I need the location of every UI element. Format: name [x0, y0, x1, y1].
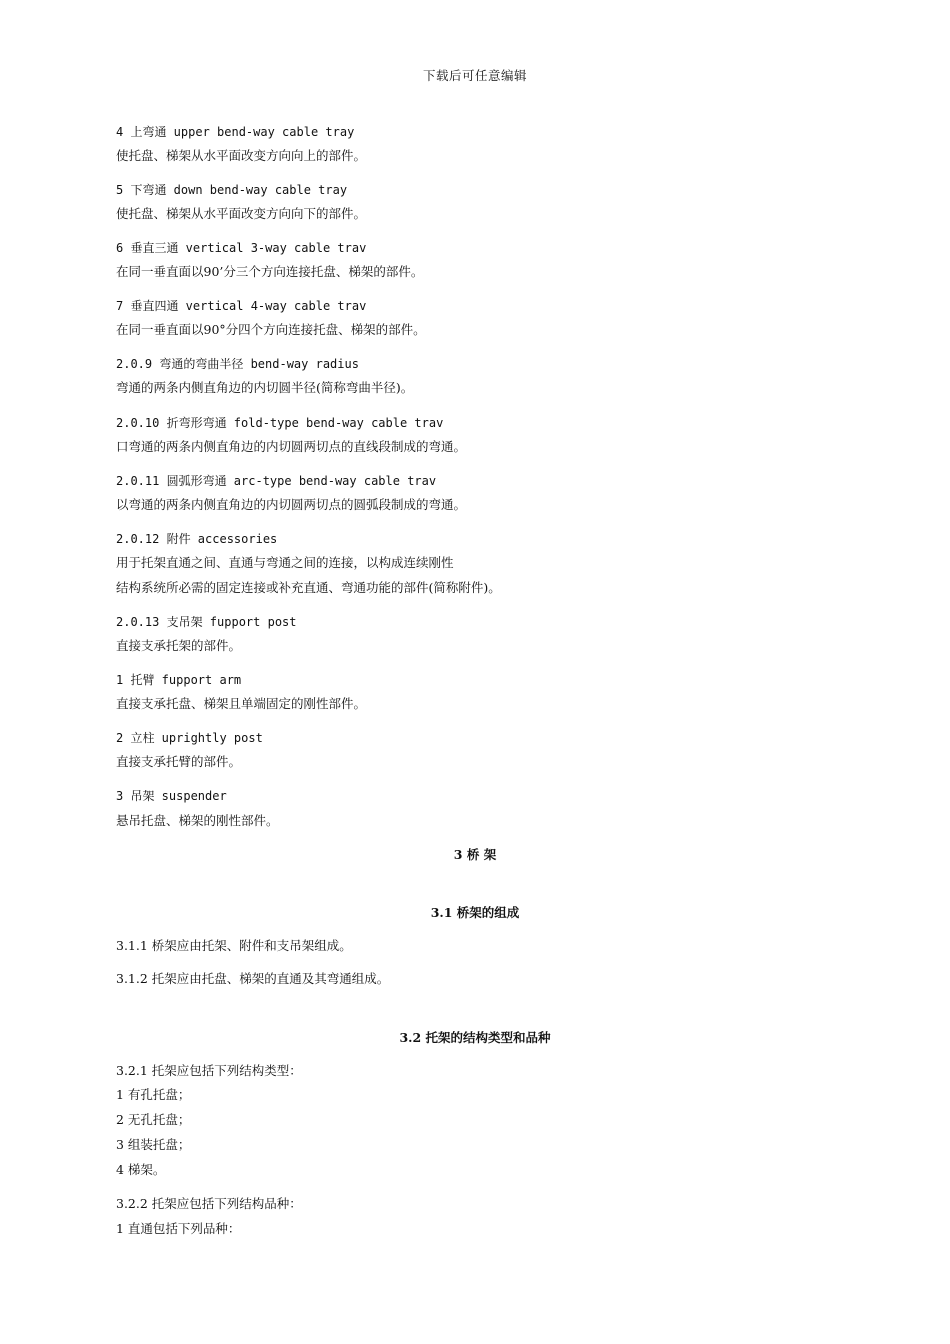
section-heading: 3.2 托架的结构类型和品种 [399, 1030, 551, 1045]
term-line: 2 立柱 uprightly post [116, 731, 263, 745]
clause-line: 3.1.2 托架应由托盘、梯架的直通及其弯通组成。 [116, 971, 390, 986]
definition-line: 直接支承托盘、梯架且单端固定的刚性部件。 [116, 696, 367, 711]
list-item: 1 有孔托盘； [116, 1087, 191, 1102]
definition-line: 使托盘、梯架从水平面改变方向向下的部件。 [116, 206, 367, 221]
list-item: 4 梯架。 [116, 1162, 166, 1177]
page-header: 下载后可任意编辑 [422, 68, 527, 83]
definition-line: 在同一垂直面以90°分四个方向连接托盘、梯架的部件。 [116, 322, 426, 337]
term-line: 2.0.11 圆弧形弯通 arc-type bend-way cable trav [116, 474, 437, 488]
clause-line: 3.2.2 托架应包括下列结构品种： [116, 1196, 302, 1211]
definition-line: 以弯通的两条内侧直角边的内切圆两切点的圆弧段制成的弯通。 [116, 497, 467, 512]
term-line: 2.0.12 附件 accessories [116, 532, 278, 546]
definition-line: 用于托架直通之间、直通与弯通之间的连接，以构成连续刚性 [116, 555, 454, 570]
definition-line: 使托盘、梯架从水平面改变方向向上的部件。 [116, 148, 367, 163]
term-line: 2.0.13 支吊架 fupport post [116, 615, 297, 629]
term-line: 1 托臂 fupport arm [116, 673, 242, 687]
clause-line: 3.2.1 托架应包括下列结构类型： [116, 1063, 302, 1078]
definition-line: 弯通的两条内侧直角边的内切圆半径(简称弯曲半径)。 [116, 380, 414, 395]
definition-line: 直接支承托臂的部件。 [116, 754, 242, 769]
definition-line: 口弯通的两条内侧直角边的内切圆两切点的直线段制成的弯通。 [116, 439, 467, 454]
list-item: 2 无孔托盘； [116, 1112, 191, 1127]
list-item: 3 组装托盘； [116, 1137, 191, 1152]
definition-line: 结构系统所必需的固定连接或补充直通、弯通功能的部件(简称附件)。 [116, 580, 501, 595]
definition-line: 直接支承托架的部件。 [116, 638, 242, 653]
chapter-heading: 3 桥 架 [453, 847, 497, 862]
term-line: 2.0.10 折弯形弯通 fold-type bend-way cable trav [116, 416, 444, 430]
term-line: 5 下弯通 down bend-way cable tray [116, 183, 348, 197]
term-line: 2.0.9 弯通的弯曲半径 bend-way radius [116, 357, 359, 371]
definition-line: 悬吊托盘、梯架的刚性部件。 [116, 813, 279, 828]
term-line: 6 垂直三通 vertical 3-way cable trav [116, 241, 367, 255]
list-item: 1 直通包括下列品种： [116, 1221, 241, 1236]
term-line: 7 垂直四通 vertical 4-way cable trav [116, 299, 367, 313]
term-line: 4 上弯通 upper bend-way cable tray [116, 125, 355, 139]
term-line: 3 吊架 suspender [116, 789, 227, 803]
definition-line: 在同一垂直面以90’分三个方向连接托盘、梯架的部件。 [116, 264, 424, 279]
section-heading: 3.1 桥架的组成 [430, 905, 520, 920]
clause-line: 3.1.1 桥架应由托架、附件和支吊架组成。 [116, 938, 352, 953]
